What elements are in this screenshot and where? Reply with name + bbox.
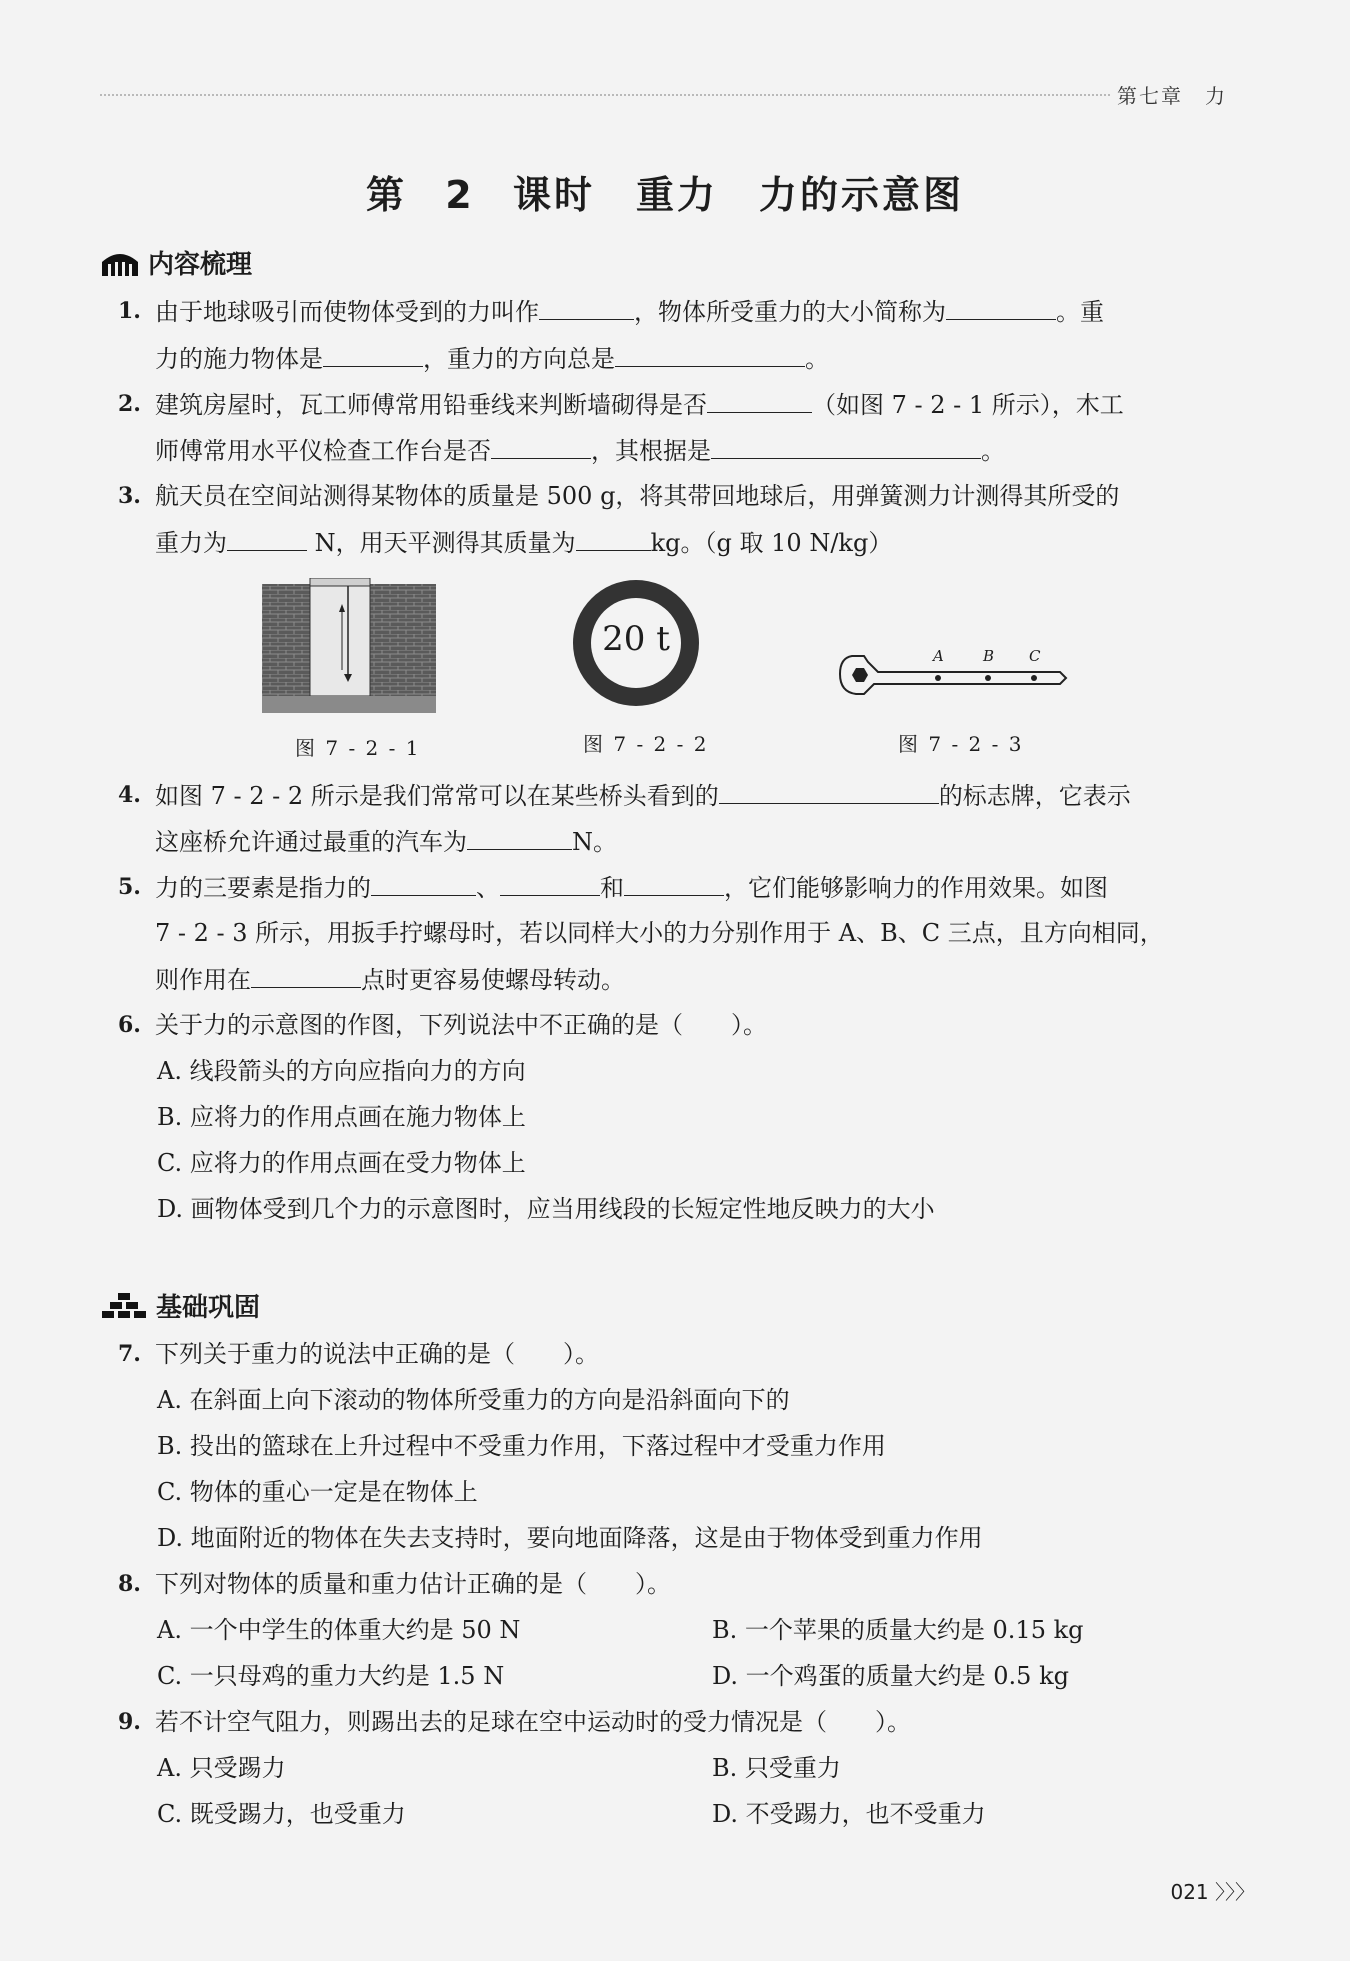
option-b[interactable]: B. 应将力的作用点画在施力物体上 (157, 1103, 526, 1131)
answer-blank[interactable] (615, 338, 805, 367)
question-2-line-1: 建筑房屋时，瓦工师傅常用铅垂线来判断墙砌得是否 （如图 7 - 2 - 1 所示），木工 (155, 384, 1124, 425)
question-number: 2. (118, 391, 141, 417)
answer-blank[interactable] (467, 821, 572, 850)
answer-blank[interactable] (251, 959, 361, 988)
question-number: 7. (118, 1341, 141, 1367)
section-arch-icon (100, 248, 140, 278)
section-bricks-icon (100, 1291, 148, 1321)
question-number: 1. (118, 298, 141, 324)
answer-blank[interactable] (500, 867, 600, 896)
question-2-line-2: 师傅常用水平仪检查工作台是否 ，其根据是 。 (155, 430, 1005, 471)
section-heading-content-review (100, 244, 252, 281)
option-c[interactable]: C. 一只母鸡的重力大约是 1.5 N (157, 1662, 505, 1690)
lesson-title: 第 2 课时 重力 力的示意图 (366, 173, 964, 217)
figure-caption: 图 7 - 2 - 3 (898, 732, 1024, 756)
question-5-line-1: 力的三要素是指力的 、 和 ，它们能够影响力的作用效果。如图 (155, 867, 1108, 908)
option-b[interactable]: B. 一个苹果的质量大约是 0.15 kg (712, 1616, 1084, 1644)
question-6-stem: 关于力的示意图的作图，下列说法中不正确的是（ ）。 (155, 1011, 767, 1039)
answer-blank[interactable] (491, 430, 591, 459)
option-c[interactable]: C. 既受踢力，也受重力 (157, 1800, 406, 1828)
point-label-a: A (933, 647, 944, 665)
figure-caption: 图 7 - 2 - 1 (295, 736, 421, 760)
answer-blank[interactable] (711, 430, 981, 459)
answer-blank[interactable] (323, 338, 423, 367)
option-b[interactable]: B. 只受重力 (712, 1754, 841, 1782)
question-3-line-1: 航天员在空间站测得某物体的质量是 500 g，将其带回地球后，用弹簧测力计测得其所受的 (155, 482, 1120, 510)
option-d[interactable]: D. 一个鸡蛋的质量大约是 0.5 kg (712, 1662, 1069, 1690)
question-5-line-2: 7 - 2 - 3 所示，用扳手拧螺母时，若以同样大小的力分别作用于 A、B、C 三点，且方向相同， (155, 919, 1164, 947)
question-5-line-3: 则作用在 点时更容易使螺母转动。 (155, 959, 625, 1000)
question-1-line-2: 力的施力物体是 ，重力的方向总是 。 (155, 338, 829, 379)
question-1-line-1: 由于地球吸引而使物体受到的力叫作 ，物体所受重力的大小简称为 。重 (155, 291, 1104, 332)
question-7-stem: 下列关于重力的说法中正确的是（ ）。 (155, 1340, 599, 1368)
question-3-line-2: 重力为 N，用天平测得其质量为 kg。（g 取 10 N/kg） (155, 522, 892, 563)
option-a[interactable]: A. 线段箭头的方向应指向力的方向 (157, 1057, 526, 1085)
option-d[interactable]: D. 地面附近的物体在失去支持时，要向地面降落，这是由于物体受到重力作用 (157, 1524, 983, 1552)
page-number: 021 〉〉〉 (1170, 1880, 1255, 1904)
answer-blank[interactable] (227, 522, 307, 551)
question-number: 8. (118, 1571, 141, 1597)
answer-blank[interactable] (707, 384, 812, 413)
option-a[interactable]: A. 在斜面上向下滚动的物体所受重力的方向是沿斜面向下的 (157, 1386, 790, 1414)
question-8-stem: 下列对物体的质量和重力估计正确的是（ ）。 (155, 1570, 671, 1598)
point-label-b: B (983, 647, 995, 665)
sign-text: 20 t (602, 619, 670, 659)
section-heading-basic-consolidation (100, 1287, 260, 1324)
question-4-line-1: 如图 7 - 2 - 2 所示是我们常常可以在某些桥头看到的 的标志牌，它表示 (155, 775, 1131, 816)
answer-blank[interactable] (624, 867, 724, 896)
section-title: 基础巩固 (156, 1293, 261, 1323)
option-a[interactable]: A. 一个中学生的体重大约是 50 N (157, 1616, 521, 1644)
header-rule (100, 94, 1110, 96)
answer-blank[interactable] (576, 522, 651, 551)
question-number: 9. (118, 1709, 141, 1735)
section-title: 内容梳理 (148, 250, 253, 280)
figure-brick-wall-plumb-line (262, 578, 436, 713)
figure-caption: 图 7 - 2 - 2 (583, 732, 709, 756)
question-4-line-2: 这座桥允许通过最重的汽车为 N。 (155, 821, 617, 862)
question-number: 3. (118, 483, 141, 509)
chapter-header: 第七章 力 (1117, 84, 1227, 108)
option-d[interactable]: D. 不受踢力，也不受重力 (712, 1800, 986, 1828)
answer-blank[interactable] (946, 291, 1056, 320)
question-9-stem: 若不计空气阻力，则踢出去的足球在空中运动时的受力情况是（ ）。 (155, 1708, 911, 1736)
option-c[interactable]: C. 物体的重心一定是在物体上 (157, 1478, 478, 1506)
option-b[interactable]: B. 投出的篮球在上升过程中不受重力作用，下落过程中才受重力作用 (157, 1432, 886, 1460)
point-label-c: C (1029, 647, 1041, 665)
question-number: 4. (118, 782, 141, 808)
answer-blank[interactable] (539, 291, 634, 320)
answer-blank[interactable] (719, 775, 939, 804)
option-d[interactable]: D. 画物体受到几个力的示意图时，应当用线段的长短定性地反映力的大小 (157, 1195, 935, 1223)
answer-blank[interactable] (371, 867, 476, 896)
option-a[interactable]: A. 只受踢力 (157, 1754, 286, 1782)
question-number: 5. (118, 874, 141, 900)
option-c[interactable]: C. 应将力的作用点画在受力物体上 (157, 1149, 526, 1177)
question-number: 6. (118, 1012, 141, 1038)
